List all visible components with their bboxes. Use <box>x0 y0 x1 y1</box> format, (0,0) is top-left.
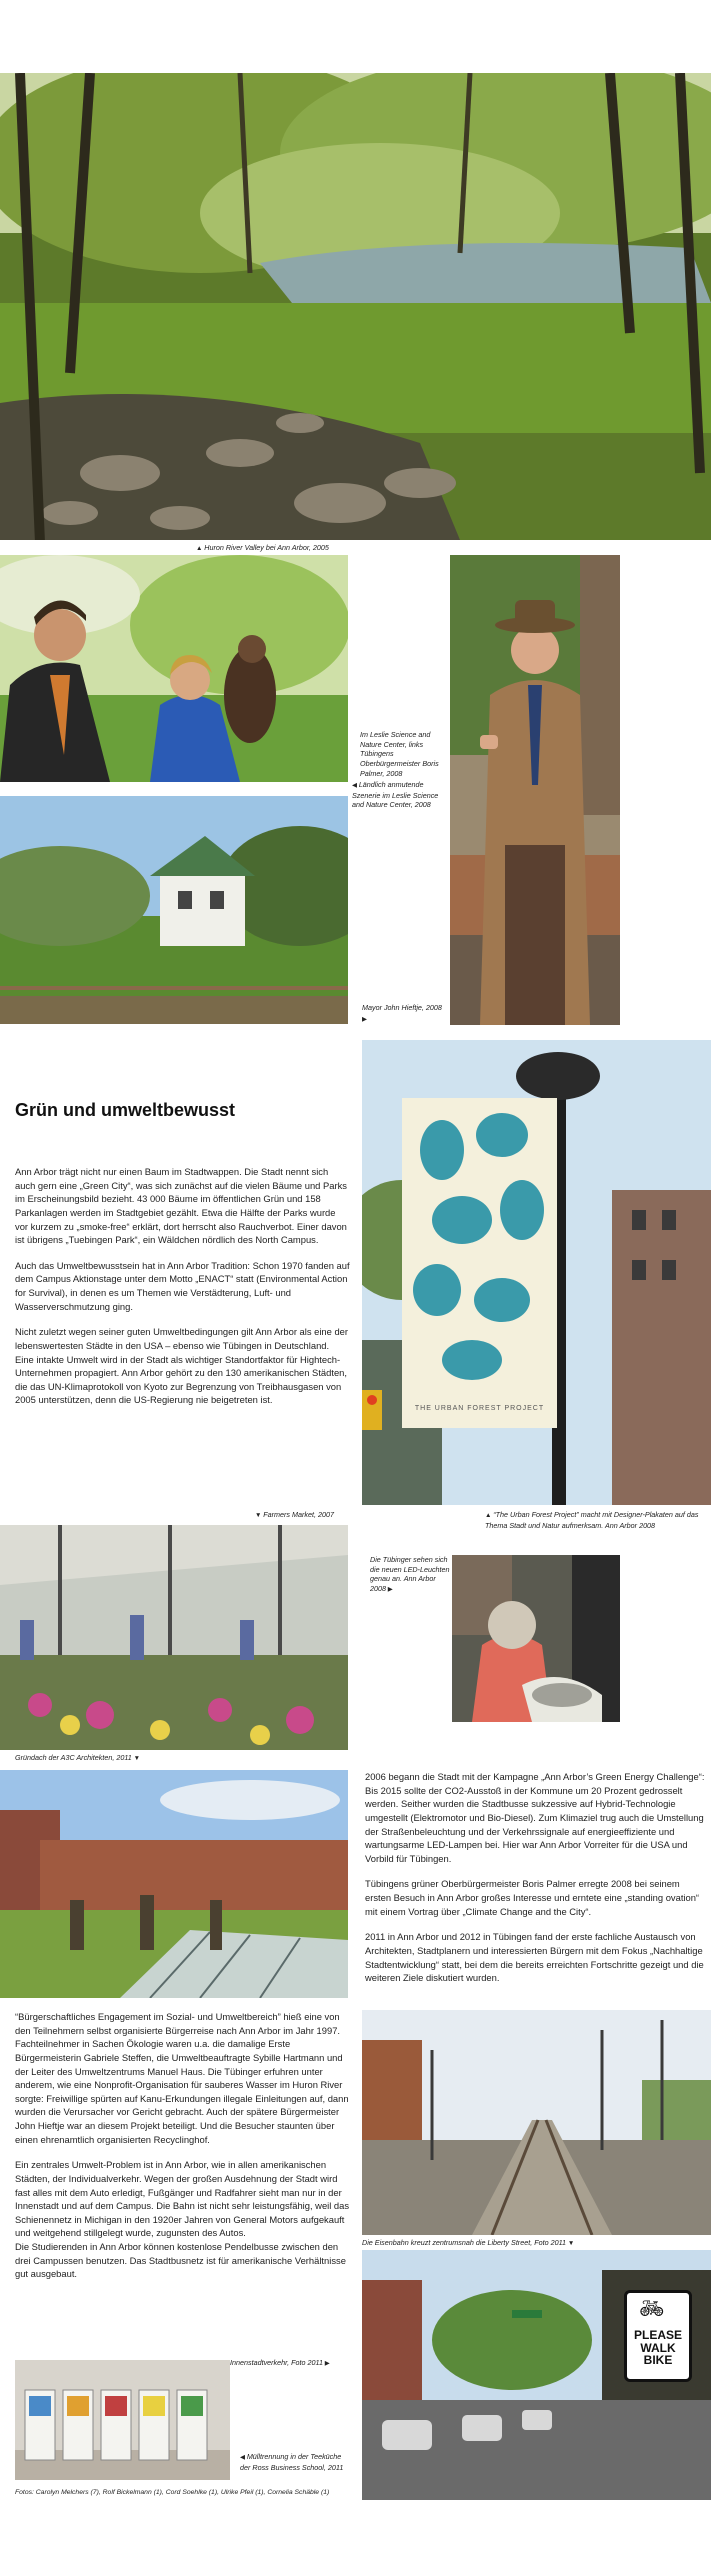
paragraph: Ein zentrales Umwelt-Problem ist in Ann Arbor, wie in allen amerikanischen Städten, der Individualverkehr. Wegen der großen Ausdehnung der Stadt wird fast alles mit dem Auto erledigt, Fußgänger und Radfahrer sieht man nur in der Innenstadt und auf dem Campus. Die Bahn ist nicht sehr leistungsfähig, weil das Schienennetz in Michigan in den 1920er Jahren von General Motors aufgekauft und weitgehend stillgelegt wurde, zugunsten des Autos. <box>15 2159 350 2239</box>
caption-tuebinger: Die Tübinger sehen sich die neuen LED-Leuchten genau an. Ann Arbor 2008 ▶ <box>370 1555 450 1594</box>
railroad-photo <box>362 2010 711 2235</box>
caption-urbanforest: ▲ “The Urban Forest Project” macht mit Designer-Plakaten auf das Thema Stadt und Natur aufmerksam. Ann Arbor 2008 <box>485 1510 699 1530</box>
caption-farmers: ▼ Farmers Market, 2007 <box>255 1510 334 1519</box>
paragraph: Die Studierenden in Ann Arbor können kostenlose Pendelbusse zwischen den drei Campussen benutzen. Das Stadtbusnetz ist für amerikanische Verhältnisse gut ausgebaut. <box>15 2241 346 2280</box>
paragraph: Nicht zuletzt wegen seiner guten Umweltbedingungen gilt Ann Arbor als eine der lebenswertesten Städte in den USA – ebenso wie Tübingen in Deutschland. Eine intakte Umwelt wird in der Stadt als wichtiger Standortfaktor für Hightech-Unternehmen propagiert. Ann Arbor gehört zu den 130 amerikanischen Städten, die das UN-Klimaprotokoll von Kyoto zur Begrenzung von Treibhausgasen von 2005 unterstützen, denn die US-Regierung nie beigetreten ist. <box>15 1326 349 1406</box>
huron-river-photo <box>0 73 711 540</box>
paragraph: 2011 in Ann Arbor und 2012 in Tübingen fand der erste fachliche Austausch von Architekten, Stadtplanern und interessierten Bürgern mit dem Fokus „Nachhaltige Stadtentwicklung“ statt, bei dem die bereits erreichten Fortschritte gezeigt und die weiteren Ziele diskutiert wurden. <box>365 1931 704 1984</box>
green-roof-photo <box>0 1770 348 1998</box>
leslie-owl-photo <box>0 555 348 782</box>
energy-text <box>365 1770 705 1997</box>
led-lamps-photo <box>452 1555 620 1722</box>
intro-text <box>15 1165 350 1419</box>
section-heading: Grün und umweltbewusst <box>15 1100 236 1120</box>
urban-forest-photo <box>362 1040 711 1505</box>
urban-forest-sign: THE URBAN FOREST PROJECT <box>414 1405 545 1412</box>
paragraph: “Bürgerschaftliches Engagement im Sozial- und Umweltbereich” hieß eine von den Teilnehmern selbst organisierte Bürgerreise nach Ann Arbor im Jahr 1997. Fachteilnehmer in Sachen Ökologie waren u.a. die damalige Erste Bürgermeisterin Gabriele Steffen, die Umweltbeauftragte Sybille Hartmann und der Leiter des Umweltzentrums Manuel Haus. Die Tübinger erfuhren unter anderem, wie eine Nonprofit-Organisation für sauberes Wasser im Huron River sorgte: Freiwillige spürten auf Kanu-Erkundungen illegale Einleitungen auf, dann wurden die Verursacher vor Gericht gebracht. Auch der spätere Bürgermeister John Hieftje war an diesem Projekt beteiligt. Und die Besucher staunten über einen ehrenamtlich organisierten Recyclinghof. <box>15 2011 349 2145</box>
paragraph: Ann Arbor trägt nicht nur einen Baum im Stadtwappen. Die Stadt nennt sich auch gern eine „Green City“, was sich zunächst auf die vielen Bäume und Parks im Erscheinungsbild bezieht. 43 000 Bäume im öffentlichen Grün und 158 Parkanlagen werden im Stadtgebiet gezählt. Etwa die Hälfte der Parks wurde vor kurzem zu „smoke-free“ erklärt, dort herrscht also Rauchverbot. Einer davon ist übrigens „Tuebingen Park“, ein Wäldchen nördlich des North Campus. <box>15 1166 347 1246</box>
caption-innenstadt: Innenstadtverkehr, Foto 2011 ▶ <box>230 2358 330 2367</box>
caption-leslie2: ◀ Ländlich anmutende Szenerie im Leslie Science and Nature Center, 2008 <box>352 780 439 810</box>
leslie-house-photo <box>0 796 348 1024</box>
farmers-market-photo <box>0 1525 348 1750</box>
bike-sign <box>624 2290 692 2382</box>
mayor-photo <box>450 555 620 1025</box>
paragraph: 2006 begann die Stadt mit der Kampagne „Ann Arbor’s Green Energy Challenge“: Bis 2015 sollte der CO2-Ausstoß in der Kommune um 20 Prozent gedrosselt werden. Seither wurden die Stadtbusse sukzessive auf Hybrid-Technologie umgestellt (Elektromotor und Bio-Diesel). Zum Klimaziel trug auch die Umstellung der Straßenbeleuchtung und der Verkehrssignale auf energieeffiziente und wartungsarme LED-Lampen bei. Hier war Ann Arbor Vorreiter für die USA und Vorbild für Tübingen. <box>365 1771 705 1864</box>
photo-credits: Fotos: Carolyn Melchers (7), Rolf Bickelmann (1), Cord Soehlke (1), Ulrike Pfeil (1), Cornelia Schäble (1) <box>15 2489 330 2496</box>
caption-huron: ▲ Huron River Valley bei Ann Arbor, 2005 <box>196 543 329 552</box>
caption-eisenbahn: Die Eisenbahn kreuzt zentrumsnah die Liberty Street, Foto 2011 ▼ <box>362 2238 575 2247</box>
bicycle-icon: 🚲︎ <box>639 2298 665 2320</box>
paragraph: Tübingens grüner Oberbürgermeister Boris Palmer erregte 2008 bei seinem ersten Besuch in Ann Arbor großes Interesse und erntete eine „standing ovation“ mit einem Vortrag über „Climate Change and the City“. <box>365 1878 700 1917</box>
paragraph: Auch das Umweltbewusstsein hat in Ann Arbor Tradition: Schon 1970 fanden auf dem Campus Aktionstage unter dem Motto „ENACT“ statt (Environmental Action for Survival), in denen es um Themen wie Verstädterung, Luft- und Wasserverschmutzung ging. <box>15 1259 350 1312</box>
caption-mayor: Mayor John Hieftje, 2008 ▶ <box>362 1003 442 1023</box>
caption-muell: ◀ Mülltrennung in der Teeküche der Ross Business School, 2011 <box>240 2452 344 2472</box>
bike-sign-text: PLEASE WALK BIKE <box>633 2328 682 2368</box>
caption-a3c: Gründach der A3C Architekten, 2011 ▼ <box>15 1753 141 1762</box>
street-photo <box>362 2250 711 2500</box>
engagement-text <box>15 2010 350 2293</box>
recycling-photo <box>15 2360 230 2480</box>
caption-leslie1: Im Leslie Science and Nature Center, links Tübingens Oberbürgermeister Boris Palmer, 2008 <box>360 730 439 778</box>
